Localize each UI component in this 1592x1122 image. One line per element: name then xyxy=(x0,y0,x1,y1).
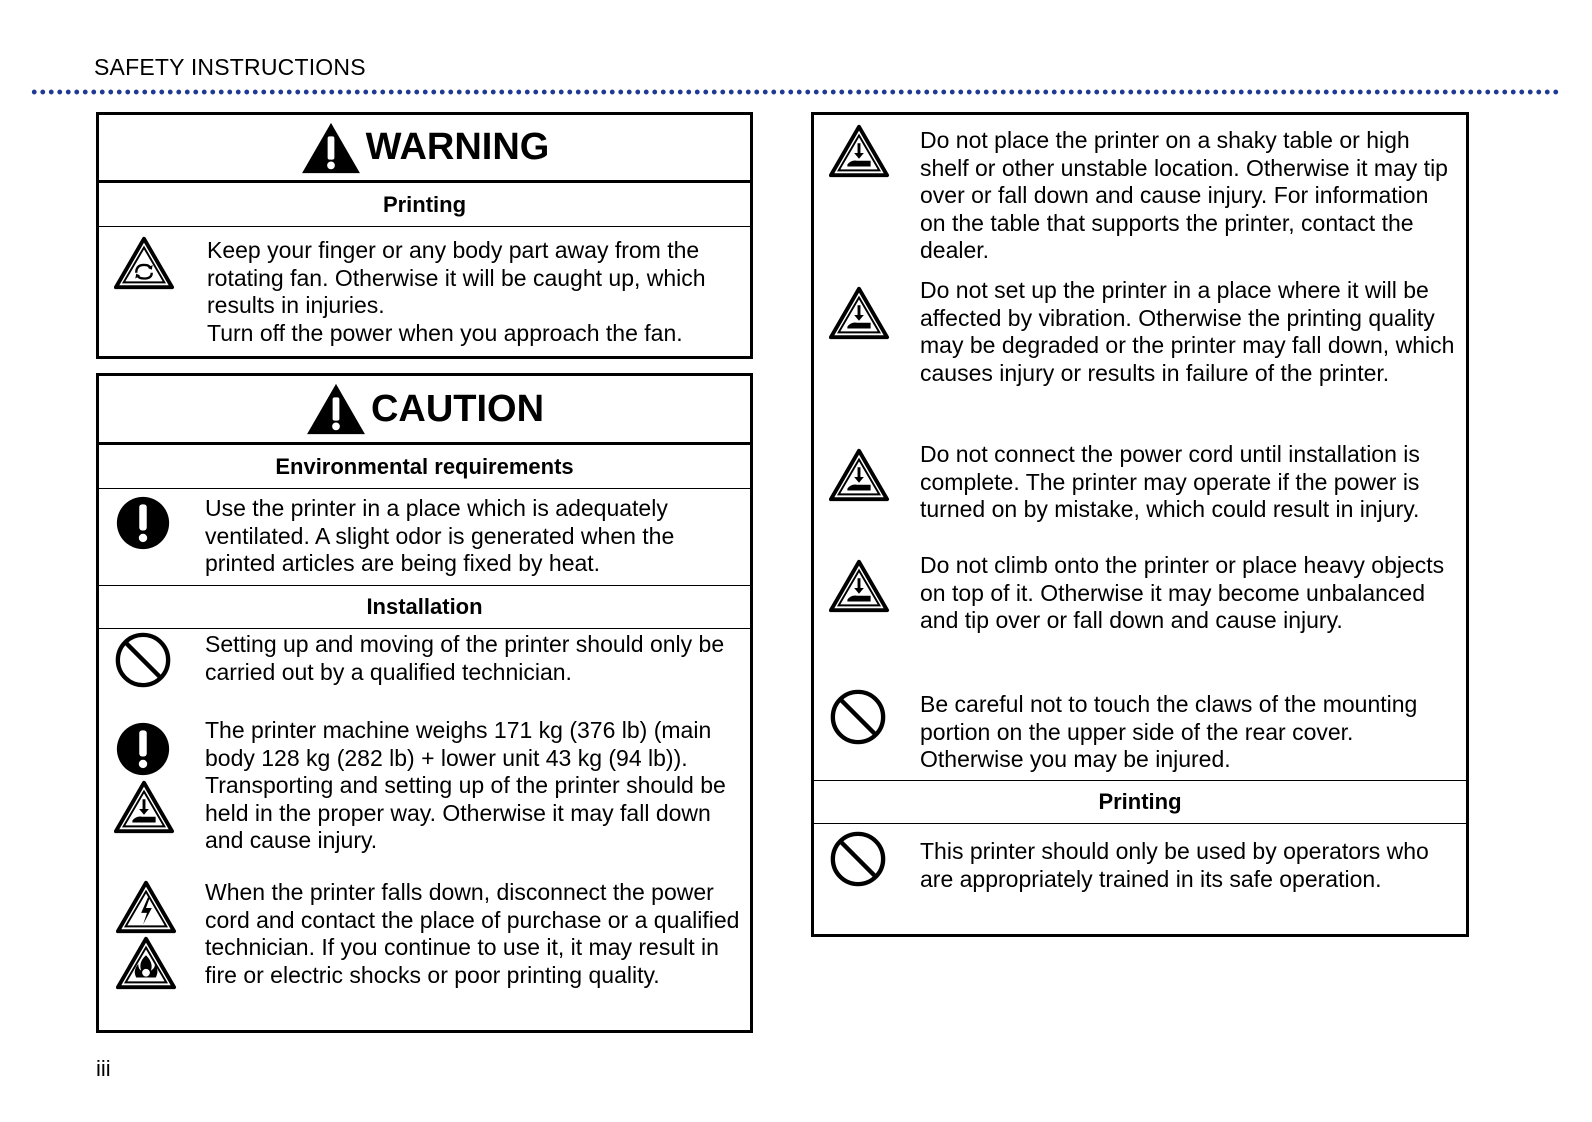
warning-item xyxy=(99,227,750,357)
caution-panel xyxy=(96,373,753,1033)
caution-item-text: The printer machine weighs 171 kg (376 lb) (main body 128 kg (282 lb) + lower unit 43 kg (94 lb)). Transporting and setting up of the printer should be held in the proper way. Otherwise it may fall down and cause injury. xyxy=(205,717,726,854)
warning-panel xyxy=(96,112,753,359)
mandatory-action-icon xyxy=(115,495,171,551)
caution-item-text: Use the printer in a place which is adequately ventilated. A slight odor is generated when the printed articles are being fixed by heat. xyxy=(205,495,675,577)
caution-item xyxy=(99,489,750,586)
caution-item-text: Setting up and moving of the printer should only be carried out by a qualified technician. xyxy=(205,631,725,685)
right-item-text: Be careful not to touch the claws of the mounting portion on the upper side of the rear cover. Otherwise you may be injured. xyxy=(920,691,1418,773)
caution-triangle-icon xyxy=(305,382,367,436)
crush-hazard-icon xyxy=(828,447,890,503)
right-item xyxy=(814,680,1466,781)
prohibited-icon xyxy=(829,830,887,888)
right-panel xyxy=(811,112,1469,937)
page-number: iii xyxy=(96,1056,111,1081)
caution-item xyxy=(99,717,750,879)
rotating-fan-hazard-icon xyxy=(113,235,175,291)
right-printing-item xyxy=(814,824,1466,934)
warning-item-text xyxy=(207,237,737,347)
right-item-text: Do not place the printer on a shaky table or high shelf or other unstable location. Otherwise it may tip over or fall down and cause injury. For information on the table that supports the printer, contact the dealer. xyxy=(920,127,1448,264)
right-item xyxy=(814,540,1466,680)
dotted-divider xyxy=(30,88,1560,96)
fire-hazard-icon xyxy=(115,935,177,991)
warning-item-line: Keep your finger or any body part away from the rotating fan. Otherwise it will be caught up, which results in injuries. xyxy=(207,237,706,319)
crush-hazard-icon xyxy=(828,123,890,179)
warning-section-printing: Printing xyxy=(99,183,750,227)
warning-triangle-icon xyxy=(300,121,362,175)
crush-hazard-icon xyxy=(828,285,890,341)
crush-hazard-icon xyxy=(113,779,175,835)
prohibited-icon xyxy=(114,631,172,689)
electric-shock-icon xyxy=(115,879,177,935)
caution-title xyxy=(99,376,750,445)
right-item xyxy=(814,429,1466,540)
warning-title-text: WARNING xyxy=(365,126,550,168)
section-installation: Installation xyxy=(99,586,750,629)
right-item-text: Do not set up the printer in a place where it will be affected by vibration. Otherwise the printing quality may be degraded or the printer may fall down, which causes injury or results in failure of the printer. xyxy=(920,277,1455,386)
prohibited-icon xyxy=(829,688,887,746)
warning-title xyxy=(99,115,750,183)
right-item-text: Do not climb onto the printer or place heavy objects on top of it. Otherwise it may become unbalanced and tip over or fall down and cause injury. xyxy=(920,552,1445,634)
right-item-text: Do not connect the power cord until installation is complete. The printer may operate if the power is turned on by mistake, which could result in injury. xyxy=(920,441,1420,523)
mandatory-action-icon xyxy=(115,721,171,777)
right-printing-item-text: This printer should only be used by operators who are appropriately trained in its safe operation. xyxy=(920,838,1429,892)
caution-item-text: When the printer falls down, disconnect the power cord and contact the place of purchase or a qualified technician. If you continue to use it, it may result in fire or electric shocks or poor printing quality. xyxy=(205,879,740,988)
caution-item xyxy=(99,879,750,1029)
page-header-title: SAFETY INSTRUCTIONS xyxy=(94,54,366,80)
right-item xyxy=(814,115,1466,265)
warning-item-line: Turn off the power when you approach the fan. xyxy=(207,319,683,346)
right-section-printing: Printing xyxy=(814,781,1466,824)
caution-title-text: CAUTION xyxy=(370,387,545,430)
caution-item xyxy=(99,629,750,717)
section-environmental-requirements: Environmental requirements xyxy=(99,445,750,489)
right-item xyxy=(814,265,1466,429)
crush-hazard-icon xyxy=(828,558,890,614)
